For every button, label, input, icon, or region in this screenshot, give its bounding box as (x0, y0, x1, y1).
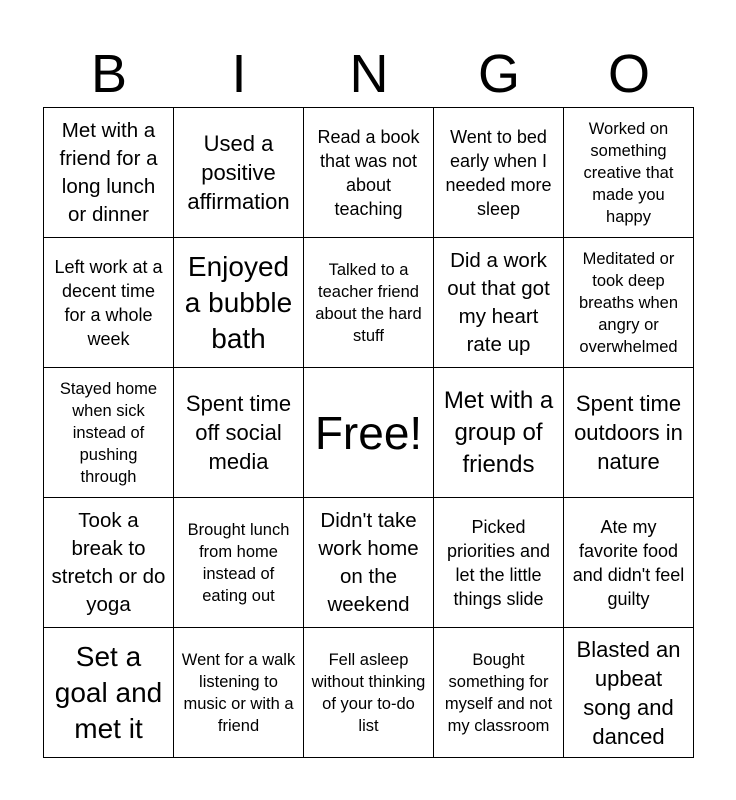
cell-text: Fell asleep without thinking of your to-do list (311, 650, 426, 735)
header-letter-i: I (231, 44, 247, 104)
cell-text: Set a goal and met it (54, 640, 163, 744)
bingo-cell[interactable] (434, 628, 564, 758)
header-letter-o: O (607, 44, 650, 104)
cell-text: Met with a friend for a long lunch or dinner (59, 118, 158, 226)
cell-text: Read a book that was not about teaching (317, 126, 420, 219)
cell-text: Worked on something creative that made you happy (583, 119, 674, 226)
cell-text: Enjoyed a bubble bath (184, 250, 293, 354)
bingo-cell[interactable] (434, 108, 564, 238)
bingo-cell[interactable] (44, 498, 174, 628)
header-letter-n: N (349, 44, 389, 104)
bingo-header (44, 40, 694, 108)
cell-text: Picked priorities and let the little things slide (446, 516, 551, 609)
cell-text: Talked to a teacher friend about the hard stuff (315, 260, 422, 345)
cell-text: Stayed home when sick instead of pushing through (59, 379, 158, 486)
bingo-cell[interactable] (564, 498, 694, 628)
free-space-label: Free! (314, 406, 423, 459)
cell-text: Didn't take work home on the weekend (318, 508, 419, 616)
cell-text: Left work at a decent time for a whole week (54, 256, 163, 349)
bingo-cell[interactable] (564, 108, 694, 238)
bingo-cell[interactable] (564, 368, 694, 498)
cell-text: Went for a walk listening to music or with a friend (181, 650, 296, 735)
cell-text: Bought something for myself and not my classroom (444, 650, 553, 735)
cell-text: Ate my favorite food and didn't feel guilty (572, 516, 685, 609)
free-space-cell[interactable] (304, 368, 434, 498)
bingo-cell[interactable] (564, 238, 694, 368)
cell-text: Spent time off social media (185, 391, 292, 474)
bingo-cell[interactable] (174, 238, 304, 368)
bingo-cell[interactable] (44, 628, 174, 758)
bingo-cell[interactable] (44, 108, 174, 238)
cell-text: Blasted an upbeat song and danced (576, 636, 681, 749)
bingo-cell[interactable] (174, 108, 304, 238)
cell-text: Did a work out that got my heart rate up (447, 248, 550, 356)
bingo-cell[interactable] (304, 498, 434, 628)
bingo-cell[interactable] (564, 628, 694, 758)
cell-text: Went to bed early when I needed more sleep (445, 126, 552, 219)
cell-text: Took a break to stretch or do yoga (51, 508, 166, 616)
bingo-cell[interactable] (174, 498, 304, 628)
bingo-cell[interactable] (174, 628, 304, 758)
header-letter-b: B (90, 44, 128, 104)
cell-text: Met with a group of friends (443, 386, 554, 478)
bingo-cell[interactable] (44, 238, 174, 368)
bingo-cell[interactable] (304, 628, 434, 758)
bingo-cell[interactable] (434, 368, 564, 498)
cell-text: Spent time outdoors in nature (574, 391, 683, 474)
cell-text: Meditated or took deep breaths when angry or overwhelmed (578, 249, 679, 356)
bingo-board (43, 107, 694, 758)
cell-text: Brought lunch from home instead of eating out (187, 520, 290, 605)
bingo-cell[interactable] (434, 498, 564, 628)
bingo-cell[interactable] (304, 108, 434, 238)
cell-text: Used a positive affirmation (187, 131, 290, 214)
header-letter-g: G (477, 44, 520, 104)
bingo-cell[interactable] (174, 368, 304, 498)
bingo-cell[interactable] (44, 368, 174, 498)
bingo-cell[interactable] (304, 238, 434, 368)
bingo-cell[interactable] (434, 238, 564, 368)
